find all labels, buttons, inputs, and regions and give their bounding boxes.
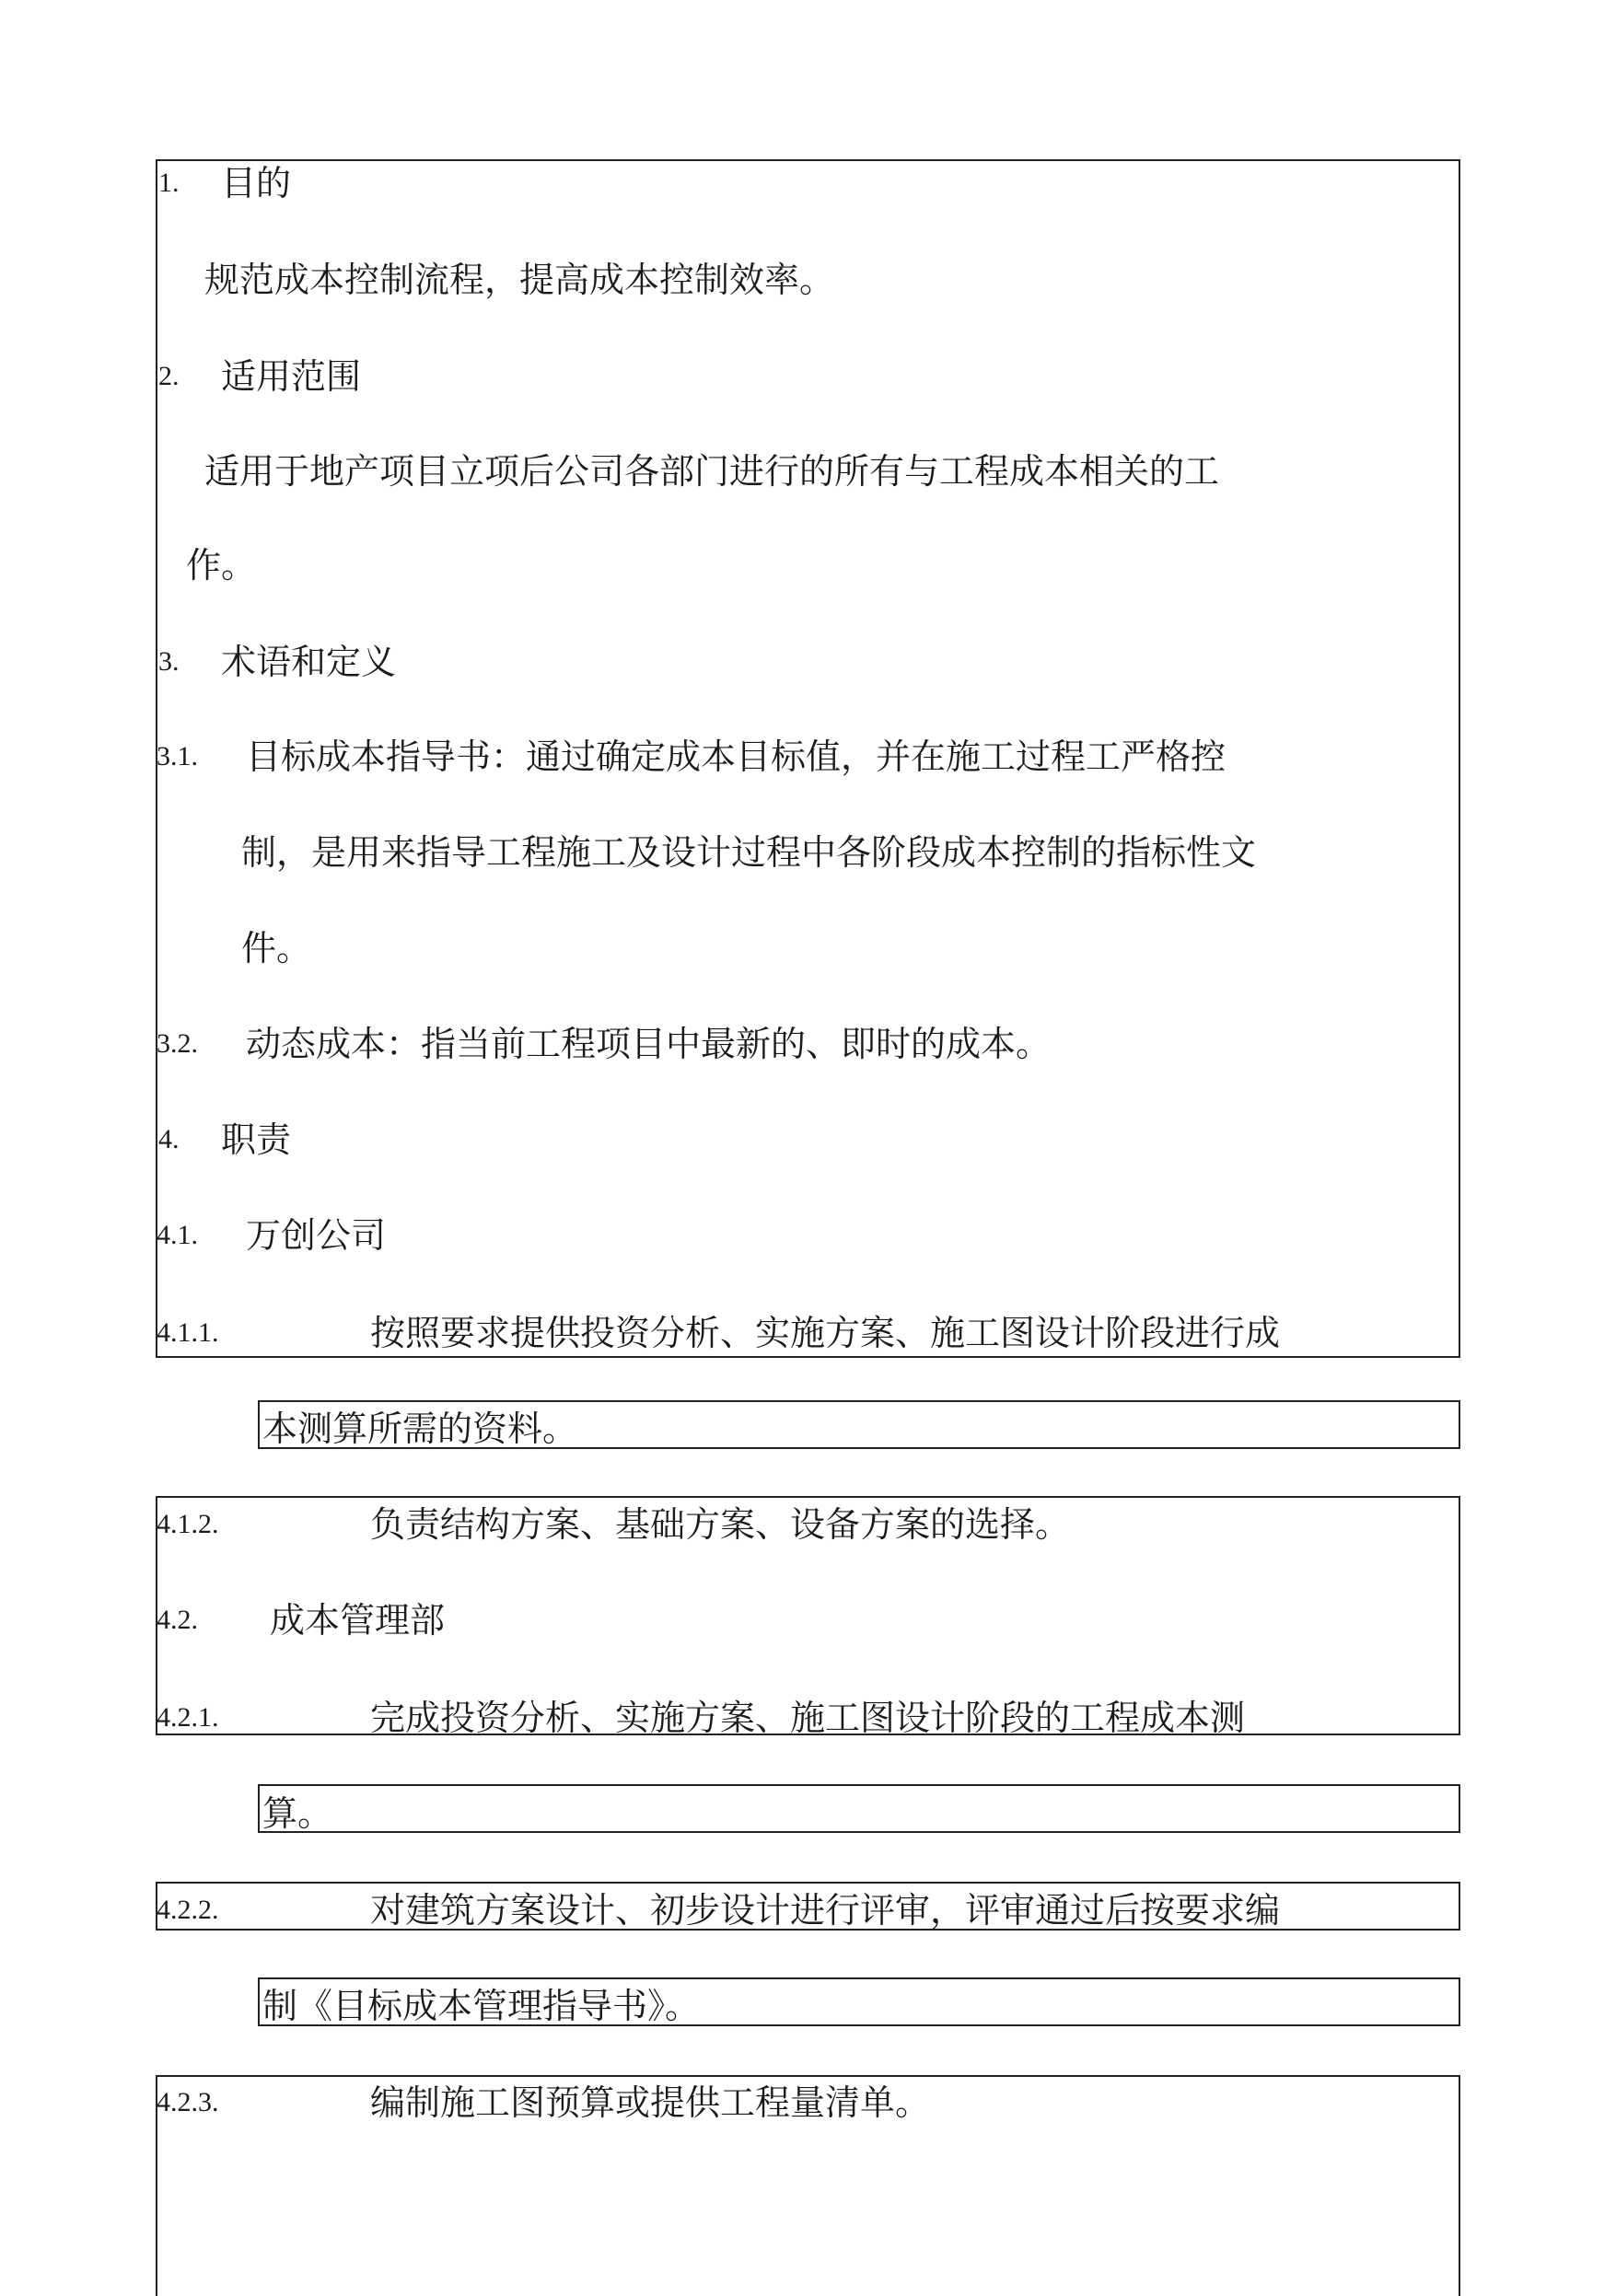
- section-3-2-text: 动态成本：指当前工程项目中最新的、即时的成本。: [246, 1024, 1052, 1064]
- section-3-number: 3.: [158, 646, 180, 677]
- section-4-1-1-line2: 本测算所需的资料。: [262, 1409, 578, 1449]
- section-4-2-1-number: 4.2.1.: [157, 1702, 219, 1733]
- section-3-2-number: 3.2.: [157, 1028, 198, 1059]
- section-3-1-line1: 目标成本指导书：通过确定成本目标值，并在施工过程工严格控: [246, 736, 1227, 777]
- section-2-body-line1: 适用于地产项目立项后公司各部门进行的所有与工程成本相关的工: [204, 451, 1220, 492]
- section-4-1-number: 4.1.: [157, 1220, 198, 1250]
- section-4-2-number: 4.2.: [157, 1605, 198, 1635]
- section-3-1-line2: 制，是用来指导工程施工及设计过程中各阶段成本控制的指标性文: [241, 832, 1257, 873]
- section-4-2-1-line2: 算。: [262, 1793, 333, 1834]
- section-4-2-1-line1: 完成投资分析、实施方案、施工图设计阶段的工程成本测: [370, 1698, 1246, 1738]
- section-4-1-1-number: 4.1.1.: [157, 1317, 219, 1348]
- section-4-1-title: 万创公司: [246, 1215, 387, 1256]
- section-4-2-3-number: 4.2.3.: [157, 2087, 219, 2117]
- section-4-2-2-number: 4.2.2.: [157, 1895, 219, 1925]
- section-4-2-2-line2: 制《目标成本管理指导书》。: [262, 1986, 701, 2026]
- section-4-1-2-number: 4.1.2.: [157, 1509, 219, 1539]
- section-4-title: 职责: [221, 1119, 292, 1160]
- section-4-2-title: 成本管理部: [270, 1600, 446, 1641]
- section-2-number: 2.: [158, 361, 180, 391]
- section-1-body: 规范成本控制流程，提高成本控制效率。: [204, 260, 835, 300]
- section-1-title: 目的: [221, 163, 292, 203]
- section-1-number: 1.: [158, 168, 180, 198]
- section-4-2-2-line1: 对建筑方案设计、初步设计进行评审，评审通过后按要求编: [370, 1890, 1281, 1931]
- section-3-1-line3: 件。: [241, 928, 312, 968]
- section-4-number: 4.: [158, 1124, 180, 1154]
- section-4-2-3-text: 编制施工图预算或提供工程量清单。: [370, 2082, 931, 2123]
- section-4-1-1-line1: 按照要求提供投资分析、实施方案、施工图设计阶段进行成: [370, 1313, 1281, 1353]
- section-3-title: 术语和定义: [221, 642, 397, 682]
- section-2-body-line2: 作。: [186, 545, 257, 586]
- section-2-title: 适用范围: [221, 356, 362, 397]
- section-4-1-2-text: 负责结构方案、基础方案、设备方案的选择。: [370, 1504, 1071, 1545]
- content-frame-421-continuation: [258, 1784, 1460, 1833]
- section-3-1-number: 3.1.: [157, 741, 198, 771]
